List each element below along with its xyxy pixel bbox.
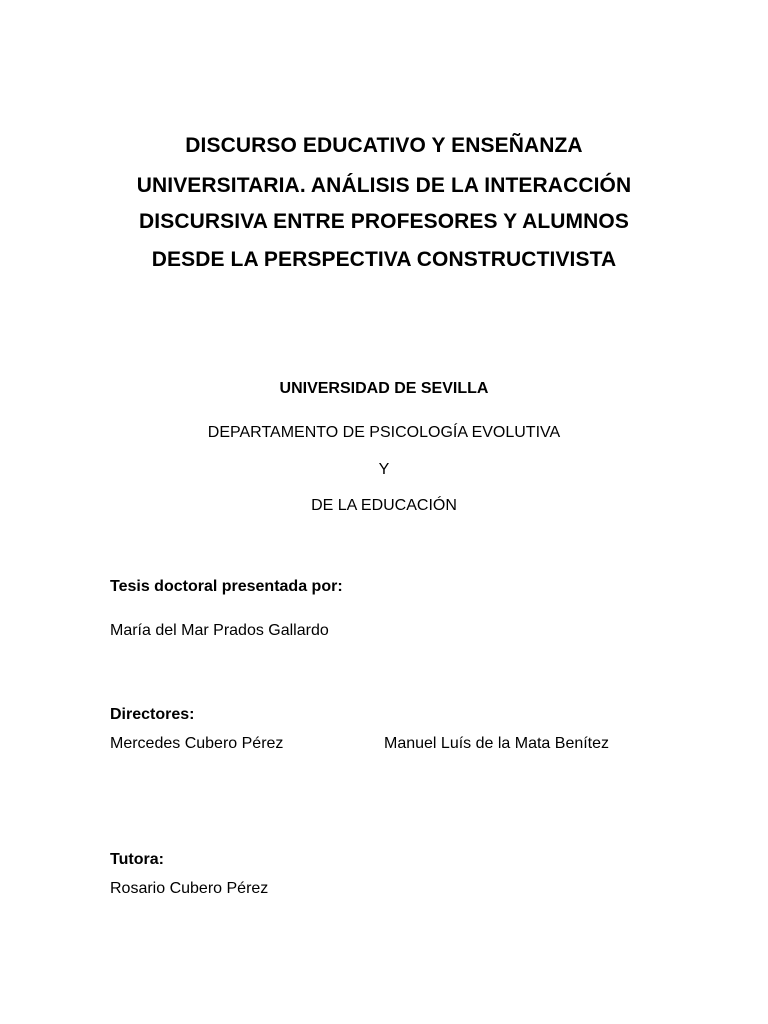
thesis-title-line-3: DISCURSIVA ENTRE PROFESORES Y ALUMNOS <box>139 210 629 233</box>
director-name-1: Mercedes Cubero Pérez <box>110 735 284 752</box>
director-name-2: Manuel Luís de la Mata Benítez <box>384 735 610 752</box>
department-conjunction: Y <box>378 461 390 478</box>
department-line-2: DE LA EDUCACIÓN <box>311 497 457 514</box>
tutor-name: Rosario Cubero Pérez <box>110 880 269 897</box>
author-name: María del Mar Prados Gallardo <box>110 622 329 639</box>
department-line-1: DEPARTAMENTO DE PSICOLOGÍA EVOLUTIVA <box>207 424 561 441</box>
university-name: UNIVERSIDAD DE SEVILLA <box>279 380 489 397</box>
directors-label: Directores: <box>110 706 195 723</box>
thesis-title-line-4: DESDE LA PERSPECTIVA CONSTRUCTIVISTA <box>151 248 617 271</box>
thesis-title-line-1: DISCURSO EDUCATIVO Y ENSEÑANZA <box>185 134 583 157</box>
tutor-label: Tutora: <box>110 851 164 868</box>
thesis-title-line-2: UNIVERSITARIA. ANÁLISIS DE LA INTERACCIÓN <box>136 174 632 197</box>
author-label: Tesis doctoral presentada por: <box>110 578 343 595</box>
